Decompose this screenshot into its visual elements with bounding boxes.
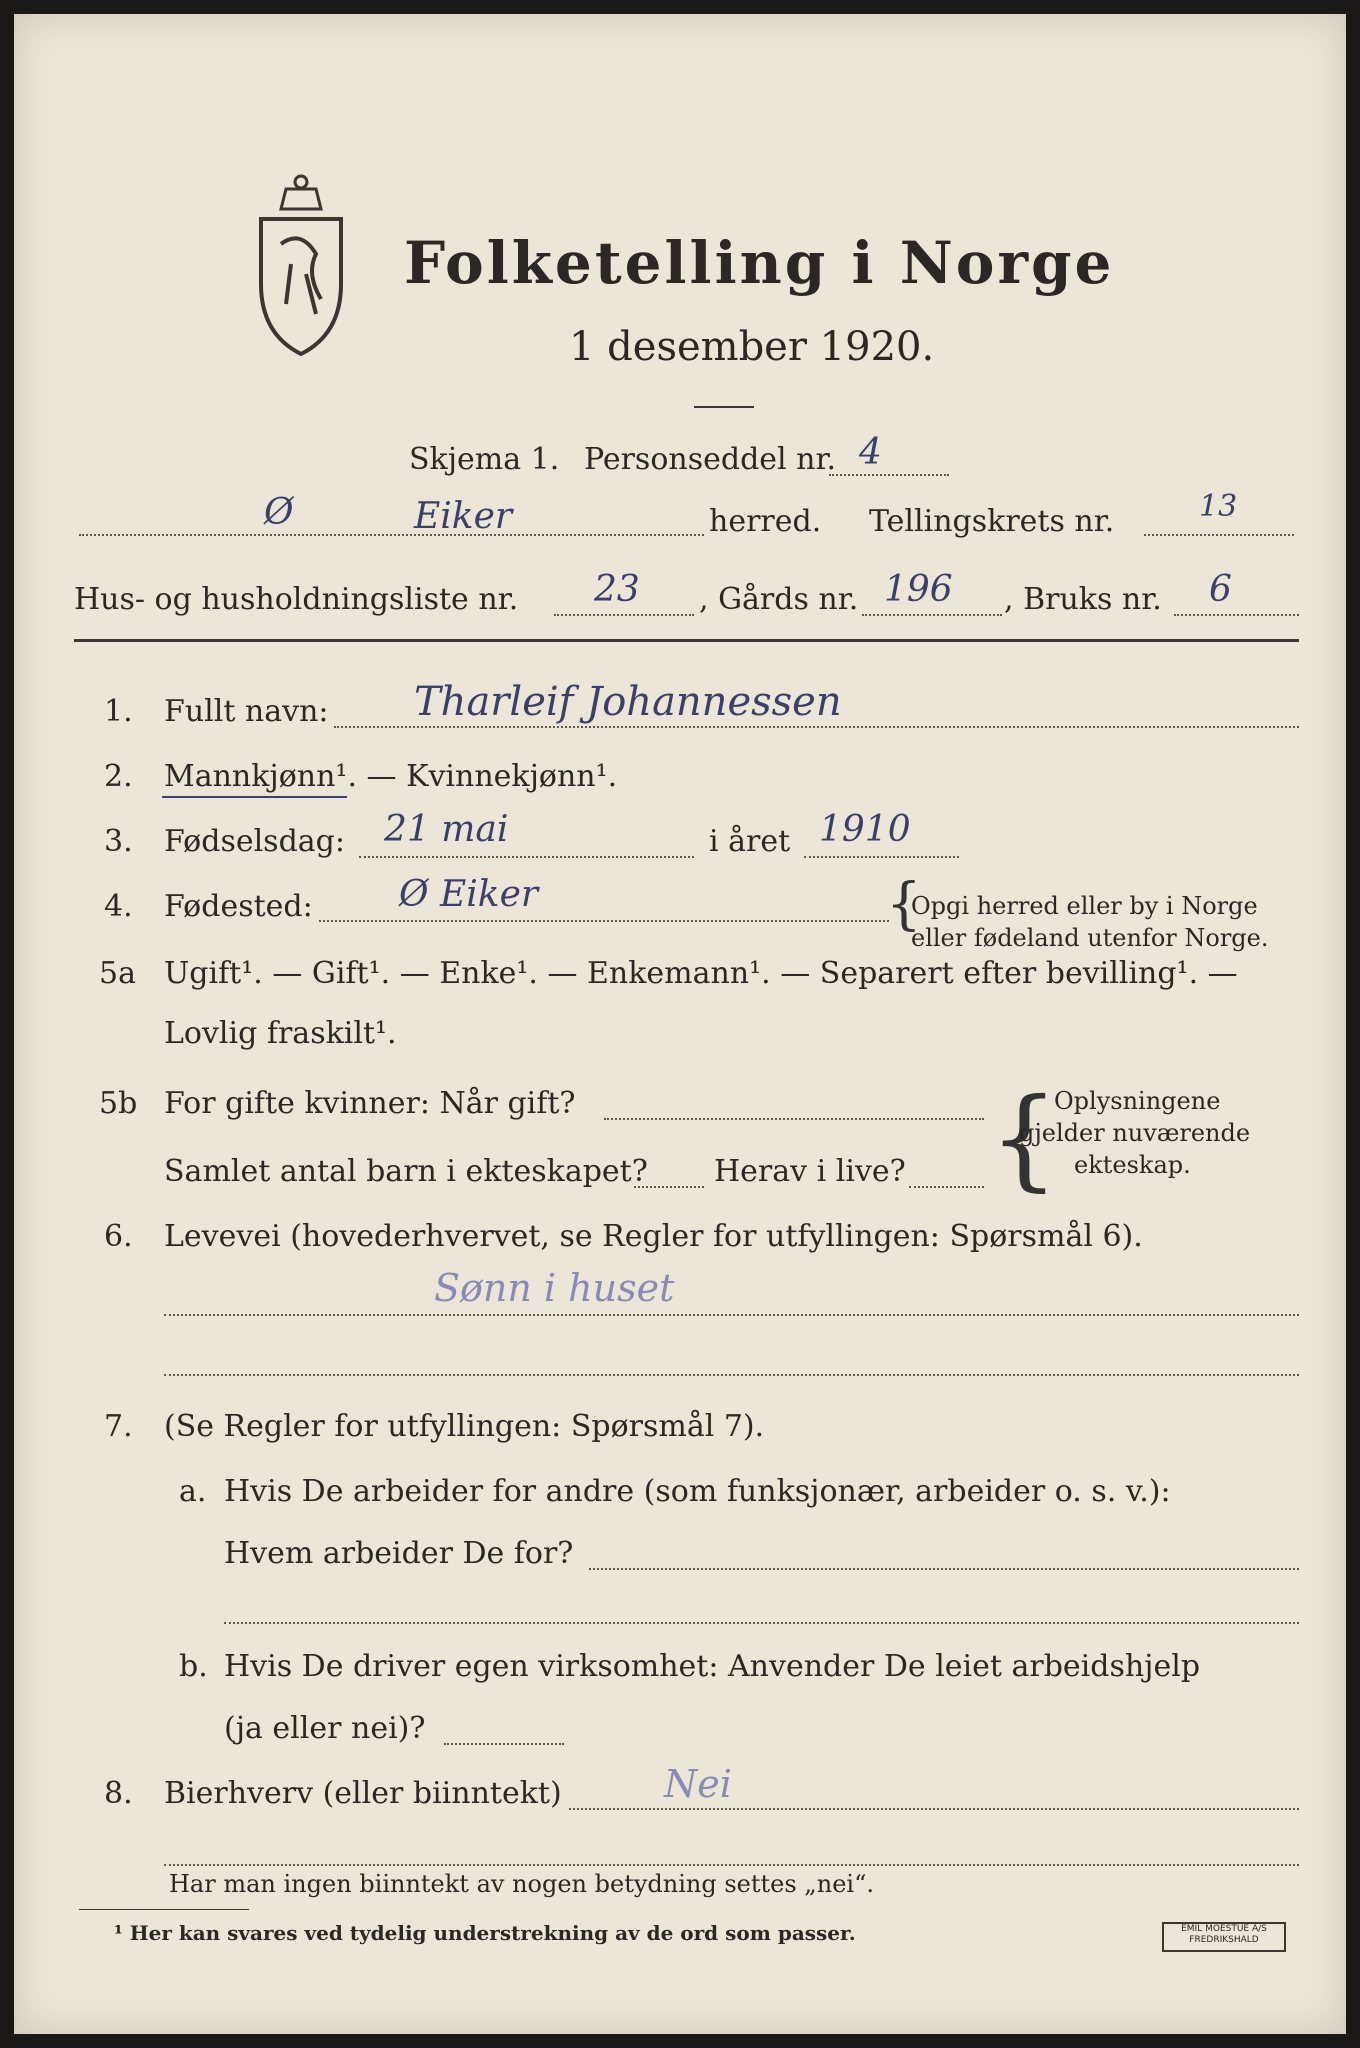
personseddel-value: 4 <box>859 432 882 473</box>
marital-status-options: Ugift¹. — Gift¹. — Enke¹. — Enkemann¹. — Separert efter bevilling¹. — <box>164 956 1238 991</box>
printer-stamp: EMIL MOESTUE A/S FREDRIKSHALD <box>1162 1922 1286 1952</box>
birthday-value: 21 mai <box>384 809 509 850</box>
birth-year-label: i året <box>709 824 791 859</box>
footnote: ¹ Her kan svares ved tydelig understrekning av de ord som passer. <box>114 1921 856 1945</box>
side-income-value: Nei <box>664 1762 732 1806</box>
birthplace-label: Fødested: <box>164 889 313 924</box>
gards-value: 196 <box>884 569 953 610</box>
gards-label: , Gårds nr. <box>699 582 859 617</box>
herred-value: Eiker <box>414 496 513 537</box>
full-name-value: Tharleif Johannessen <box>414 679 842 725</box>
bruks-label: , Bruks nr. <box>1004 582 1162 617</box>
own-business-question: Hvis De driver egen virksomhet: Anvender De leiet arbeidshjelp <box>224 1649 1201 1684</box>
hired-help-label: (ja eller nei)? <box>224 1711 426 1746</box>
q1-number: 1. <box>104 694 133 729</box>
q6-number: 6. <box>104 1219 133 1254</box>
marriage-note-3: ekteskap. <box>1074 1151 1191 1179</box>
q5a-number: 5a <box>99 956 136 991</box>
q5b-number: 5b <box>99 1086 138 1121</box>
personseddel-label: Personseddel nr. <box>584 442 837 477</box>
side-income-note: Har man ingen biinntekt av nogen betydning settes „nei“. <box>169 1870 874 1898</box>
birthplace-note-1: Opgi herred eller by i Norge <box>911 892 1258 920</box>
schema-label: Skjema 1. <box>409 442 560 477</box>
marital-status-divorced: Lovlig fraskilt¹. <box>164 1016 397 1051</box>
hus-value: 23 <box>594 569 640 610</box>
bruks-value: 6 <box>1209 569 1232 610</box>
q7b-number: b. <box>179 1649 208 1684</box>
employer-label: Hvem arbeider De for? <box>224 1536 574 1571</box>
marriage-note-1: Oplysningene <box>1054 1087 1221 1115</box>
q7-label: (Se Regler for utfyllingen: Spørsmål 7). <box>164 1409 765 1444</box>
header-rule <box>74 639 1299 642</box>
tellingskrets-label: Tellingskrets nr. <box>869 504 1115 539</box>
gender-options: Mannkjønn¹. — Kvinnekjønn¹. <box>164 759 618 794</box>
children-alive-label: Herav i live? <box>714 1154 906 1189</box>
q8-number: 8. <box>104 1776 133 1811</box>
census-date: 1 desember 1920. <box>569 324 935 370</box>
employer-question: Hvis De arbeider for andre (som funksjonær, arbeider o. s. v.): <box>224 1474 1171 1509</box>
q2-number: 2. <box>104 759 133 794</box>
occupation-value: Sønn i huset <box>434 1266 675 1310</box>
census-form: Folketelling i Norge 1 desember 1920. Skjema 1. Personseddel nr. 4 Ø Eiker herred. Tellingskrets nr. 13 Hus- og husholdningsliste nr. 23 , Gårds nr. 196 , Bruks nr. 6 1. Fullt navn: Tharleif Johannessen 2. Mannkjønn¹. — Kvinnekjønn¹. 3. Fødselsdag: 21 mai i året 1910 4. Fødested: Ø Eiker { Opgi herred eller by i Norge eller fødeland utenfor Norge. 5a Ugift¹. — Gift¹. — Enke¹. — Enkemann¹. — Separert efter bevilling¹. — Lovlig fraskilt¹. 5b For gifte kvinner: Når gift? Samlet antal barn i ekteskapet? Herav i live? { Oplysningene gjelder nuværende ekteskap. 6. Levevei (hovederhvervet, se Regler for utfyllingen: Spørsmål 6). Sønn i huset 7. (Se Regler for utfyllingen: Spørsmål 7). a. Hvis De arbeider for andre (som funksjonær, arbeider o. s. v.): Hvem arbeider De for? b. Hvis De driver egen virksomhet: Anvender De leiet arbeidshjelp (ja eller nei)? 8. Bierhverv (eller biinntekt) Nei Har man ingen biinntekt av nogen betydning settes „nei“. ¹ Her kan svares ved tydelig understrekning av de ord som passer. EMIL MOESTUE A/S FREDRIKSHALD <box>14 14 1346 2034</box>
occupation-label: Levevei (hovederhvervet, se Regler for utfyllingen: Spørsmål 6). <box>164 1219 1143 1254</box>
married-when-label: For gifte kvinner: Når gift? <box>164 1086 576 1121</box>
marriage-note-2: gjelder nuværende <box>1019 1119 1251 1147</box>
q7a-number: a. <box>179 1474 207 1509</box>
children-count-label: Samlet antal barn i ekteskapet? <box>164 1154 648 1189</box>
gender-underline <box>162 796 347 798</box>
herred-label: herred. <box>709 504 822 539</box>
q3-number: 3. <box>104 824 133 859</box>
birthday-label: Fødselsdag: <box>164 824 345 859</box>
birthplace-note-2: eller fødeland utenfor Norge. <box>911 924 1269 952</box>
herred-value-prefix: Ø <box>264 492 294 533</box>
birth-year-value: 1910 <box>819 809 911 850</box>
hus-label: Hus- og husholdningsliste nr. <box>74 582 519 617</box>
form-title: Folketelling i Norge <box>404 229 1115 297</box>
full-name-label: Fullt navn: <box>164 694 329 729</box>
q4-number: 4. <box>104 889 133 924</box>
tellingskrets-value: 13 <box>1199 489 1238 524</box>
side-income-label: Bierhverv (eller biinntekt) <box>164 1776 562 1811</box>
q7-number: 7. <box>104 1409 133 1444</box>
birthplace-value: Ø Eiker <box>399 874 539 915</box>
coat-of-arms-icon <box>246 164 356 364</box>
title-divider <box>694 406 754 408</box>
